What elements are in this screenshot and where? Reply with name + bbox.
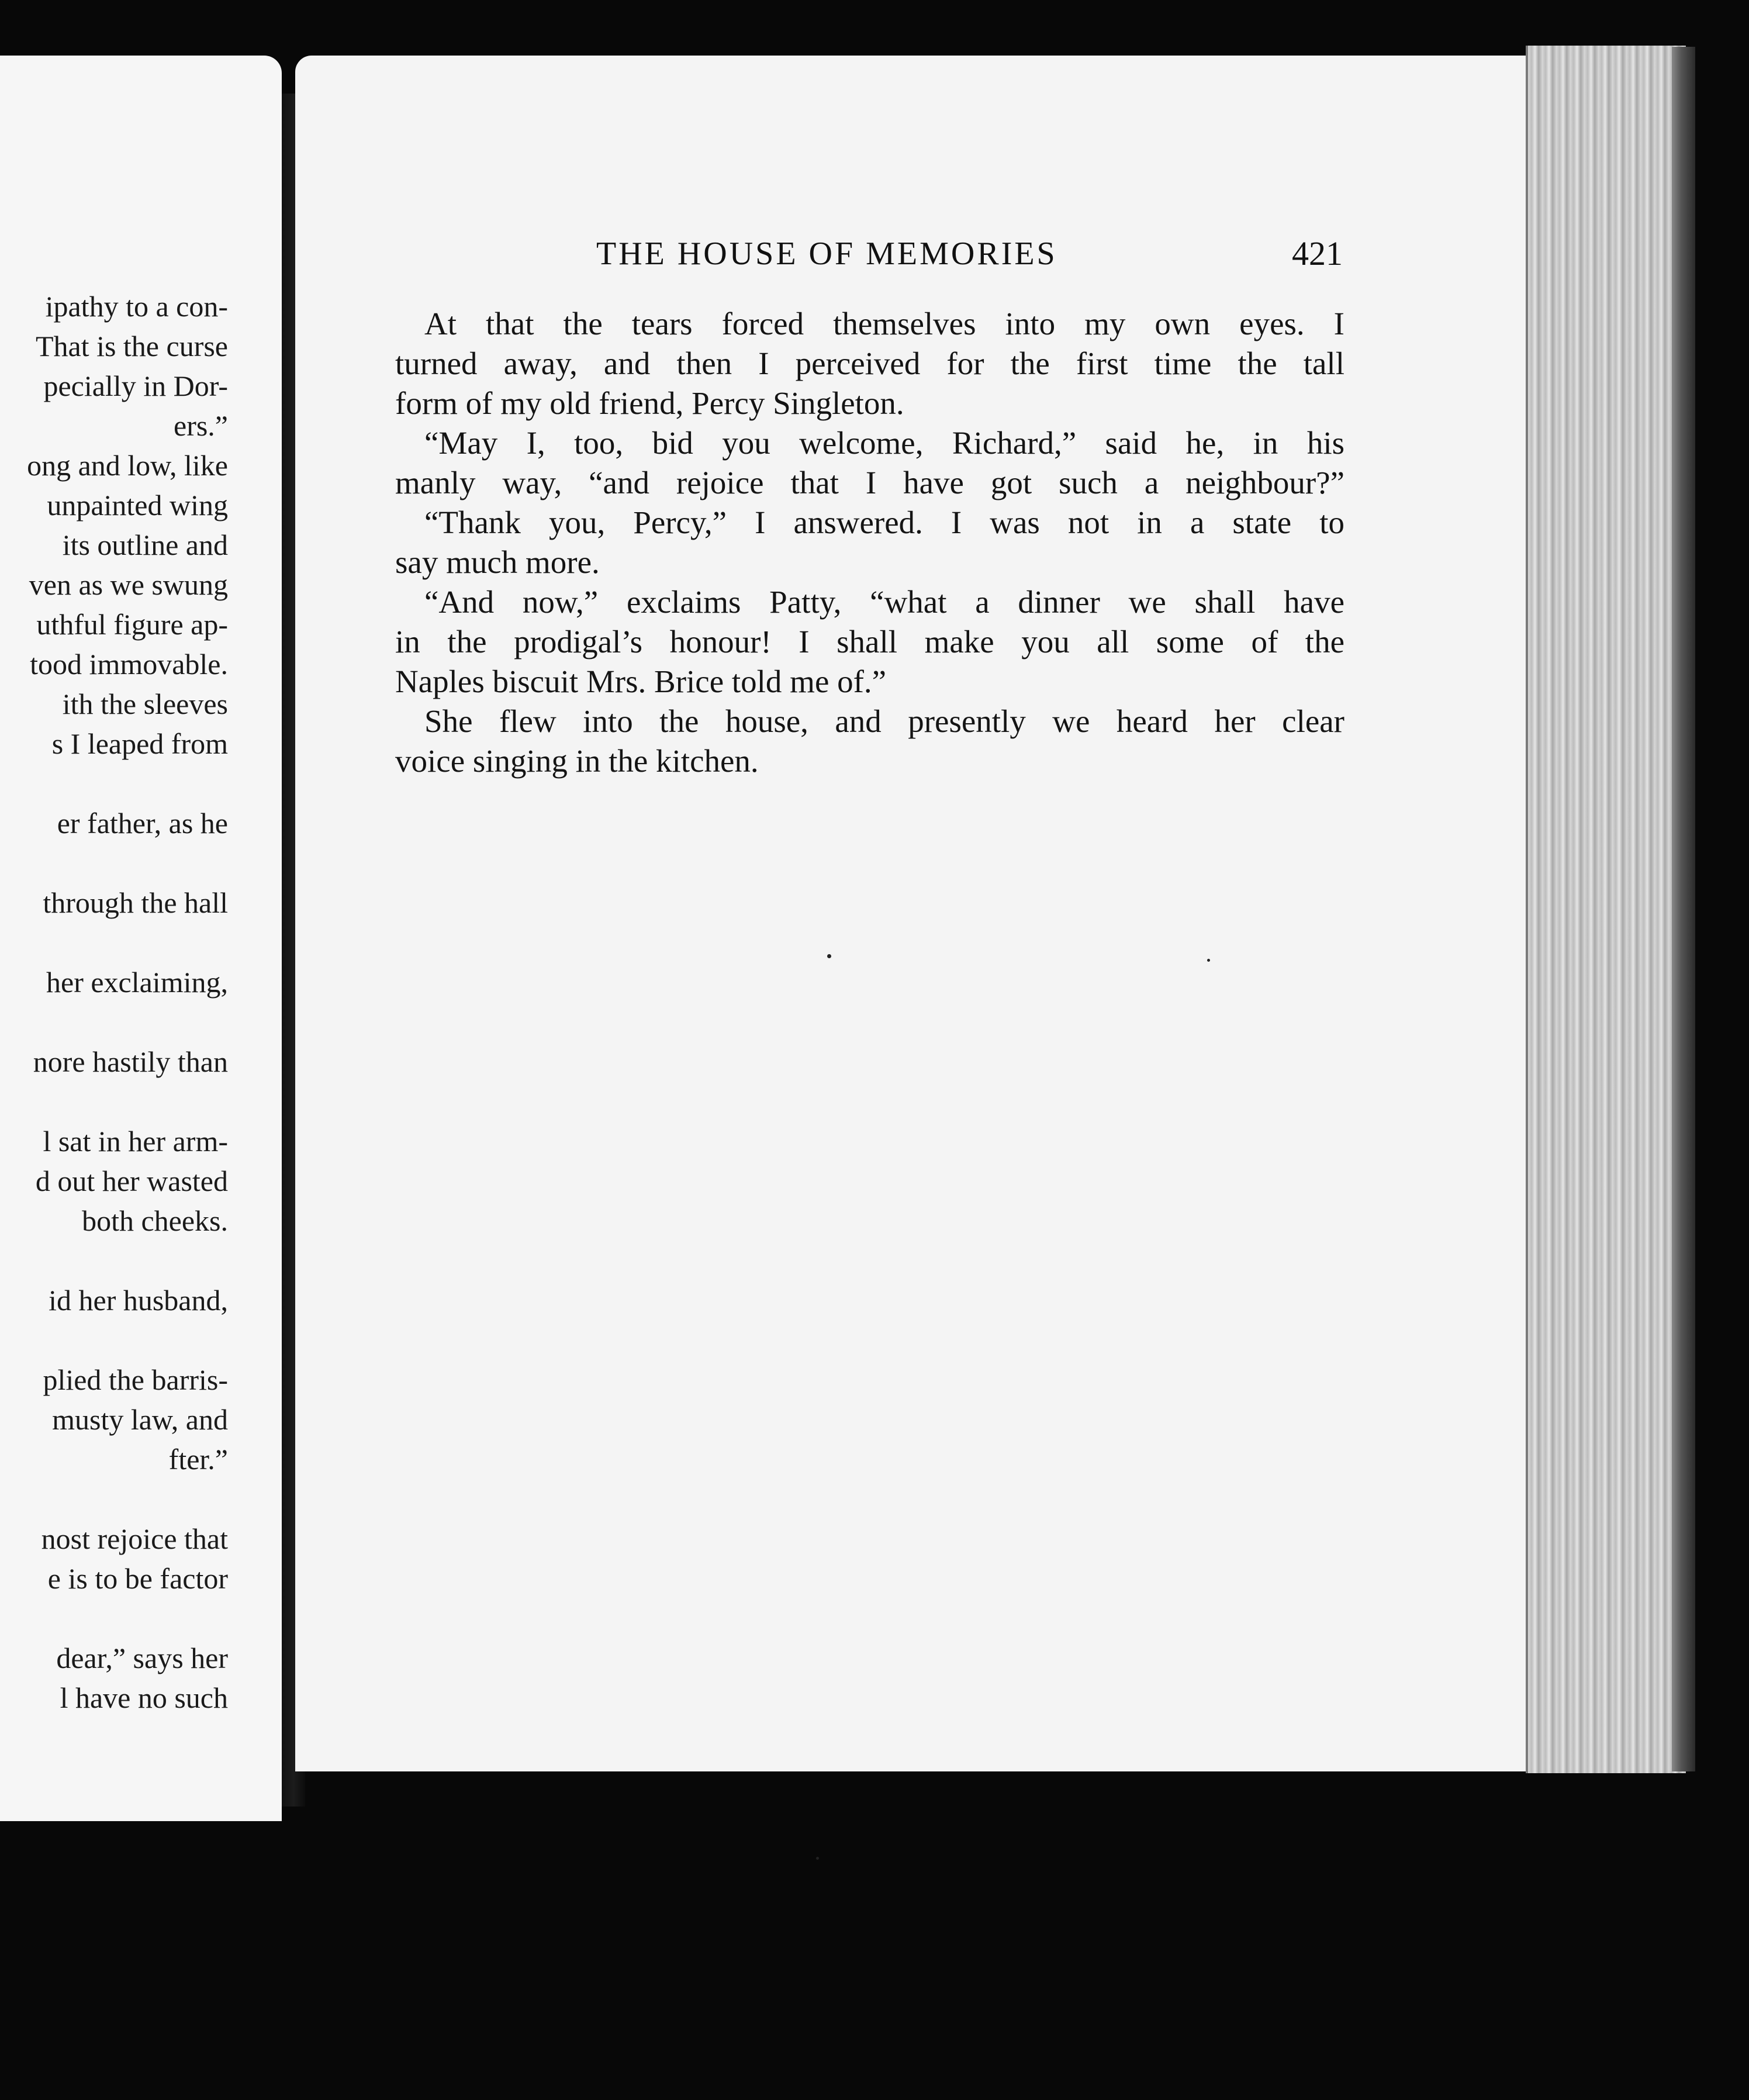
left-line: its outline and xyxy=(62,529,228,561)
text-line: voice singing in the kitchen. xyxy=(395,743,759,779)
left-line: e is to be factor xyxy=(47,1562,228,1595)
text-line: in the prodigal’s honour! I shall make you all some of the xyxy=(395,624,1344,659)
text-line: form of my old friend, Percy Singleton. xyxy=(395,385,904,421)
left-line: ers.” xyxy=(174,409,228,442)
left-line: through the hall xyxy=(43,886,228,919)
page-number: 421 xyxy=(1292,234,1343,272)
left-line: l sat in her arm- xyxy=(43,1125,228,1158)
text-line: She flew into the house, and presently we heard her clear xyxy=(424,703,1344,739)
left-line: er father, as he xyxy=(57,807,228,840)
left-line: l have no such xyxy=(60,1681,228,1714)
left-page xyxy=(0,56,282,1821)
left-line: s I leaped from xyxy=(51,727,228,760)
left-line: ven as we swung xyxy=(29,568,228,601)
left-line: That is the curse xyxy=(35,330,228,362)
left-line: tood immovable. xyxy=(30,648,228,681)
book-cover-edge xyxy=(1672,47,1695,1771)
left-line: both cheeks. xyxy=(82,1204,228,1237)
left-line: plied the barris- xyxy=(43,1363,228,1396)
text-line: Naples biscuit Mrs. Brice told me of.” xyxy=(395,664,887,699)
text-line: At that the tears forced themselves into my own eyes. I xyxy=(424,306,1344,341)
text-line: manly way, “and rejoice that I have got such a neighbour?” xyxy=(395,465,1344,500)
page-stack-edge xyxy=(1526,46,1686,1773)
left-line: ipathy to a con- xyxy=(45,290,228,323)
left-line: id her husband, xyxy=(49,1284,228,1317)
left-line: her exclaiming, xyxy=(46,966,228,999)
left-line: musty law, and xyxy=(52,1403,228,1436)
left-line: unpainted wing xyxy=(47,489,228,521)
left-line: uthful figure ap- xyxy=(36,608,228,641)
scan-speck xyxy=(1207,959,1210,962)
text-line: “And now,” exclaims Patty, “what a dinner we shall have xyxy=(424,584,1344,620)
running-head: THE HOUSE OF MEMORIES xyxy=(596,236,1057,272)
left-line: nore hastily than xyxy=(33,1045,228,1078)
left-line: dear,” says her xyxy=(56,1642,228,1674)
text-line: say much more. xyxy=(395,544,600,580)
left-line: d out her wasted xyxy=(35,1165,228,1197)
left-line: nost rejoice that xyxy=(41,1522,228,1555)
scan-speck xyxy=(827,954,831,958)
left-line: ith the sleeves xyxy=(62,688,228,720)
left-line: ong and low, like xyxy=(27,449,228,482)
text-line: “Thank you, Percy,” I answered. I was not in a state to xyxy=(424,505,1344,540)
left-line: fter.” xyxy=(168,1443,228,1476)
scan-speck xyxy=(816,1857,819,1860)
text-line: turned away, and then I perceived for the first time the tall xyxy=(395,346,1344,381)
left-line: pecially in Dor- xyxy=(43,369,228,402)
text-line: “May I, too, bid you welcome, Richard,” said he, in his xyxy=(424,425,1344,461)
